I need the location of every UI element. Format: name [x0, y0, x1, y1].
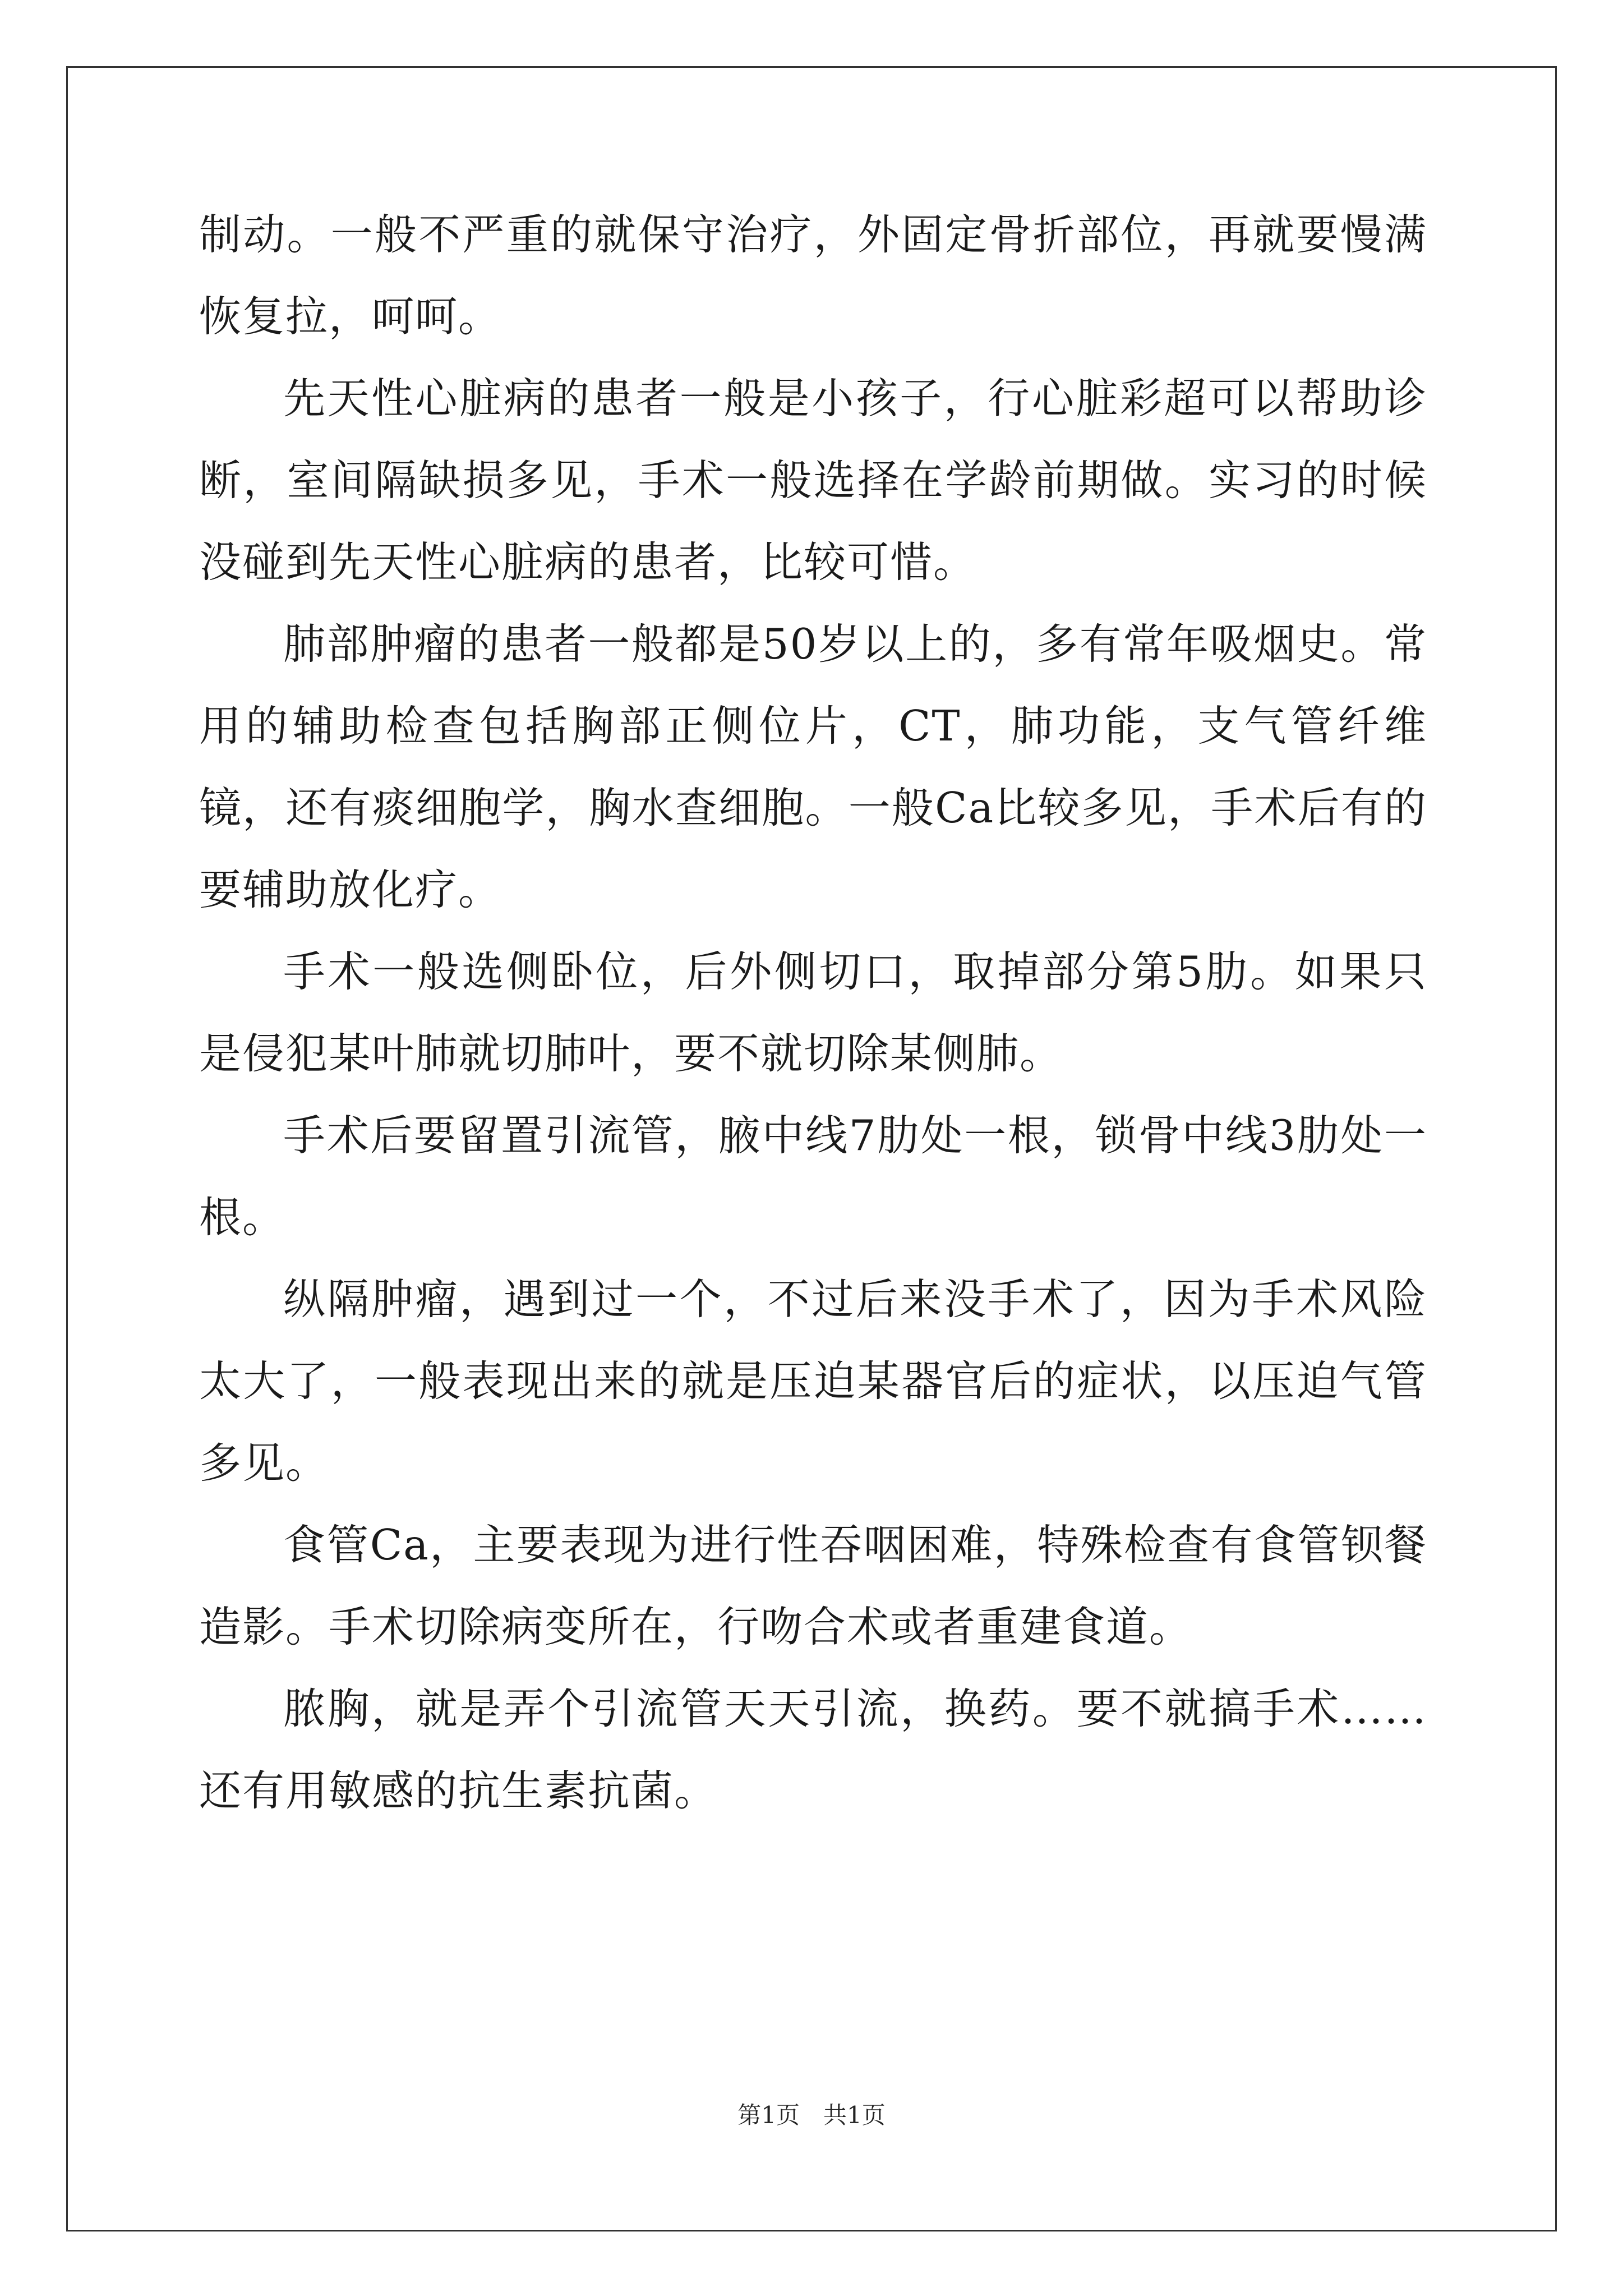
- paragraph-4: 手术一般选侧卧位，后外侧切口，取掉部分第5肋。如果只是侵犯某叶肺就切肺叶，要不就切除某侧肺。: [199, 947, 1427, 1078]
- document-body: [199, 194, 1427, 1832]
- paragraph-7: 食管Ca，主要表现为进行性吞咽困难，特殊检查有食管钡餐造影。手术切除病变所在，行吻合术或者重建食道。: [199, 1520, 1427, 1651]
- paragraph-8: 脓胸，就是弄个引流管天天引流，换药。要不就搞手术……还有用敏感的抗生素抗菌。: [199, 1684, 1427, 1815]
- paragraph-6: 纵隔肿瘤，遇到过一个，不过后来没手术了，因为手术风险太大了，一般表现出来的就是压迫某器官后的症状，以压迫气管多见。: [199, 1274, 1427, 1488]
- paragraph-2: 先天性心脏病的患者一般是小孩子，行心脏彩超可以帮助诊断，室间隔缺损多见，手术一般选择在学龄前期做。实习的时候没碰到先天性心脏病的患者，比较可惜。: [199, 374, 1427, 587]
- paragraph-5: 手术后要留置引流管，腋中线7肋处一根，锁骨中线3肋处一根。: [199, 1111, 1427, 1242]
- paragraph-3: 肺部肿瘤的患者一般都是50岁以上的，多有常年吸烟史。常用的辅助检查包括胸部正侧位片，CT，肺功能，支气管纤维镜，还有痰细胞学，胸水查细胞。一般Ca比较多见，手术后有的要辅助放化疗。: [199, 619, 1427, 914]
- page-number-footer: 第1页 共1页: [737, 2101, 886, 2129]
- paragraph-1: 制动。一般不严重的就保守治疗，外固定骨折部位，再就要慢满恢复拉，呵呵。: [199, 210, 1427, 341]
